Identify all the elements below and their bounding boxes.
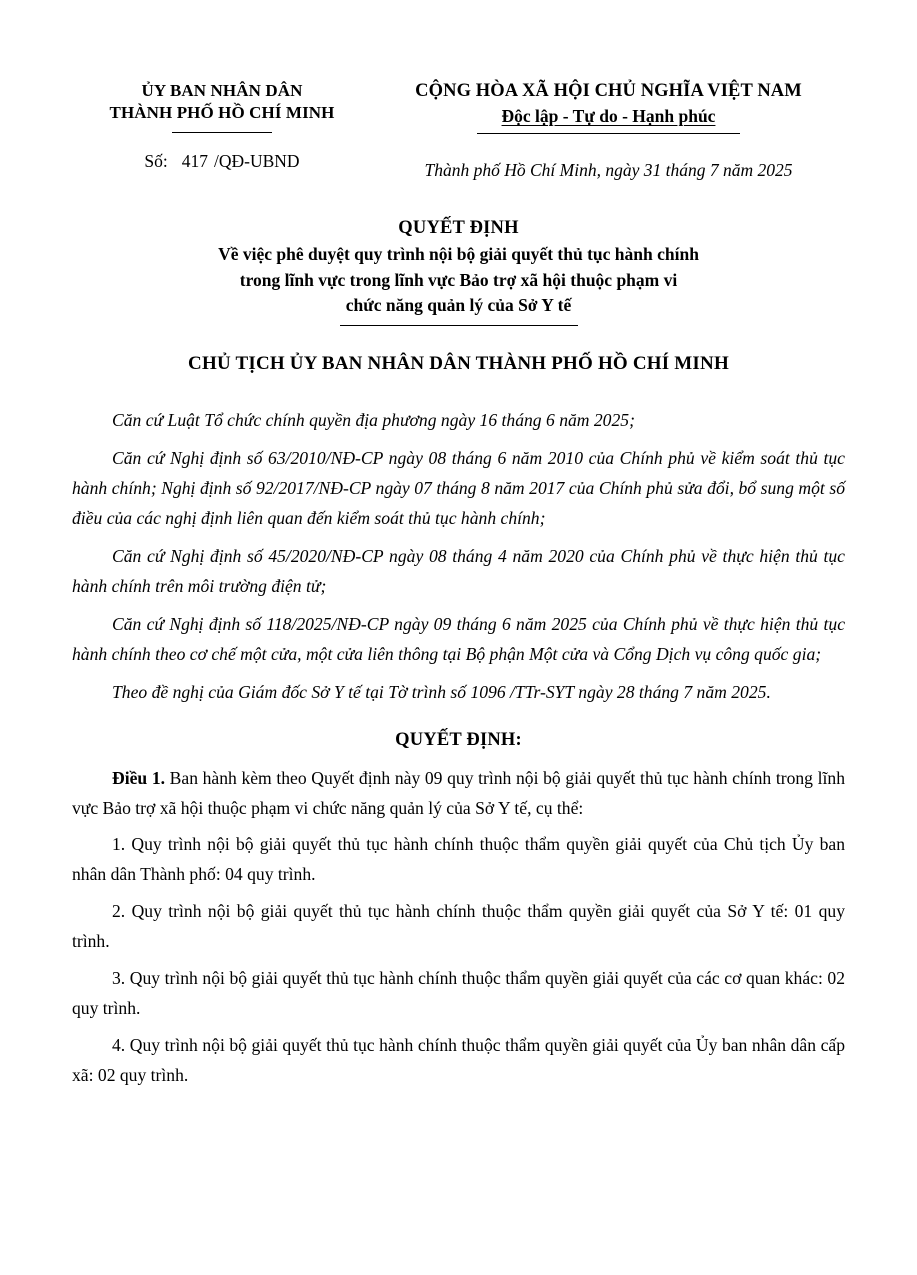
decision-subtitle-line-1: Về việc phê duyệt quy trình nội bộ giải quyết thủ tục hành chính bbox=[218, 244, 699, 264]
decision-title-divider bbox=[340, 325, 578, 326]
issuing-officer-heading: CHỦ TỊCH ỦY BAN NHÂN DÂN THÀNH PHỐ HỒ CHÍ MINH bbox=[188, 353, 729, 374]
article-1-item: 4. Quy trình nội bộ giải quyết thủ tục hành chính thuộc thẩm quyền giải quyết của Ủy ban nhân dân cấp xã: 02 quy trình. bbox=[72, 1035, 845, 1085]
national-motto-divider bbox=[477, 133, 740, 134]
document-number-label: Số: bbox=[144, 151, 168, 171]
article-1-item: 1. Quy trình nội bộ giải quyết thủ tục hành chính thuộc thẩm quyền giải quyết của Chủ tịch Ủy ban nhân dân Thành phố: 04 quy trình. bbox=[72, 834, 845, 884]
recital-paragraph: Căn cứ Luật Tổ chức chính quyền địa phương ngày 16 tháng 6 năm 2025; bbox=[112, 410, 635, 430]
document-body bbox=[72, 405, 845, 1090]
national-heading-block bbox=[372, 80, 845, 181]
document-number-suffix: /QĐ-UBND bbox=[214, 151, 300, 171]
issuing-authority-line-2: THÀNH PHỐ HỒ CHÍ MINH bbox=[109, 103, 335, 122]
recital-paragraph: Căn cứ Nghị định số 118/2025/NĐ-CP ngày 09 tháng 6 năm 2025 của Chính phủ về thực hiện thủ tục hành chính theo cơ chế một cửa, một cửa liên thông tại Bộ phận Một cửa và Cổng Dịch vụ công quốc gia; bbox=[72, 614, 845, 664]
issuing-authority-block bbox=[72, 80, 372, 172]
national-motto-line: Độc lập - Tự do - Hạnh phúc bbox=[501, 106, 716, 126]
place-and-date-line: Thành phố Hồ Chí Minh, ngày 31 tháng 7 năm 2025 bbox=[424, 160, 793, 180]
document-masthead bbox=[72, 80, 845, 181]
decision-subtitle-line-2: trong lĩnh vực trong lĩnh vực Bảo trợ xã hội thuộc phạm vi bbox=[239, 269, 678, 290]
article-1-paragraph bbox=[72, 763, 845, 823]
recital-paragraph: Căn cứ Nghị định số 63/2010/NĐ-CP ngày 08 tháng 6 năm 2010 của Chính phủ về kiểm soát thủ tục hành chính; Nghị định số 92/2017/NĐ-CP ngày 07 tháng 8 năm 2017 của Chính phủ sửa đổi, bổ sung một số điều của các nghị định liên quan đến kiểm soát thủ tục hành chính; bbox=[72, 448, 845, 528]
recital-paragraph: Theo đề nghị của Giám đốc Sở Y tế tại Tờ trình số 1096 /TTr-SYT ngày 28 tháng 7 năm 2025. bbox=[112, 682, 771, 702]
decision-subtitle bbox=[140, 242, 777, 319]
article-1-text: Ban hành kèm theo Quyết định này 09 quy trình nội bộ giải quyết thủ tục hành chính trong lĩnh vực Bảo trợ xã hội thuộc phạm vi chức năng quản lý của Sở Y tế, cụ thể: bbox=[72, 768, 845, 818]
issuing-authority-divider bbox=[172, 132, 272, 133]
decide-heading: QUYẾT ĐỊNH: bbox=[395, 730, 522, 750]
national-name-line: CỘNG HÒA XÃ HỘI CHỦ NGHĨA VIỆT NAM bbox=[415, 81, 802, 101]
decision-title: QUYẾT ĐỊNH bbox=[398, 218, 519, 238]
recital-paragraph: Căn cứ Nghị định số 45/2020/NĐ-CP ngày 08 tháng 4 năm 2020 của Chính phủ về thực hiện thủ tục hành chính trên môi trường điện tử; bbox=[72, 546, 845, 596]
article-1-item: 3. Quy trình nội bộ giải quyết thủ tục hành chính thuộc thẩm quyền giải quyết của các cơ quan khác: 02 quy trình. bbox=[72, 968, 845, 1018]
decision-subtitle-line-3: chức năng quản lý của Sở Y tế bbox=[345, 295, 572, 315]
article-1-label: Điều 1. bbox=[112, 768, 166, 788]
document-number-line bbox=[72, 150, 372, 172]
article-1-item: 2. Quy trình nội bộ giải quyết thủ tục hành chính thuộc thẩm quyền giải quyết của Sở Y tế: 01 quy trình. bbox=[72, 901, 845, 951]
decision-title-block bbox=[140, 216, 777, 326]
issuing-authority-line-1: ỦY BAN NHÂN DÂN bbox=[141, 81, 303, 100]
document-number-value: 417 bbox=[181, 151, 209, 171]
